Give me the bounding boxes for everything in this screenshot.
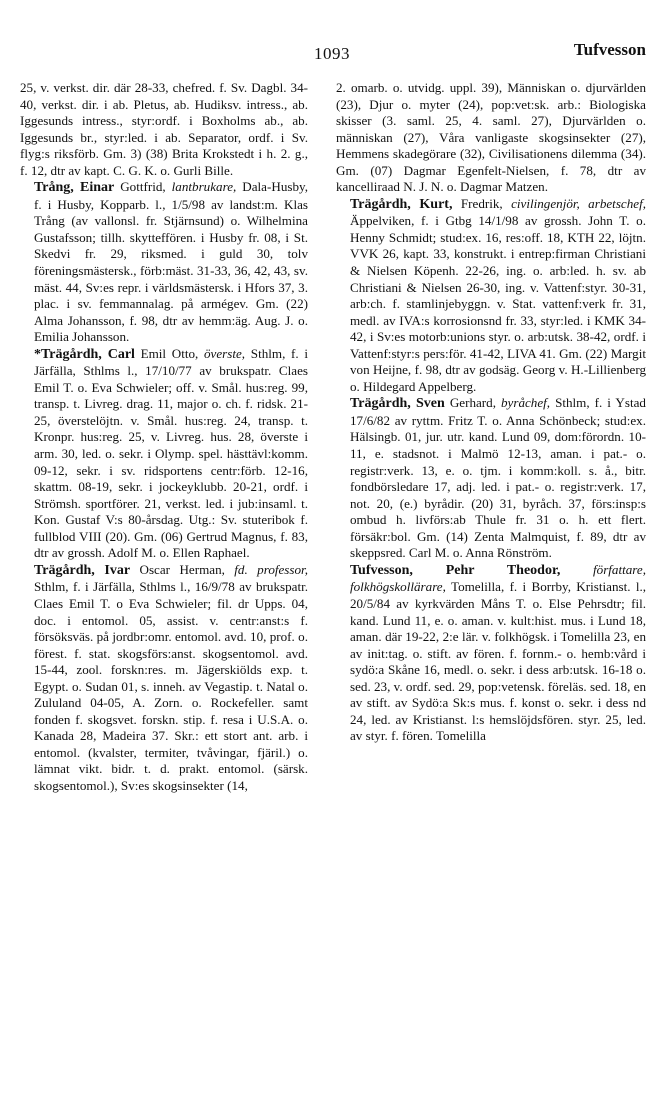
entry-title: författare, folkhögskollärare, (350, 561, 646, 595)
entry-name: Trägårdh, Ivar (34, 562, 131, 578)
page-number: 1093 (314, 44, 350, 63)
running-head: Tufvesson (573, 40, 646, 59)
entry-name: Trägårdh, Sven (350, 396, 445, 412)
right-column (336, 80, 646, 745)
entry-title: fd. professor, (234, 561, 308, 577)
entry-title: byråchef, (500, 395, 551, 411)
entry-trang-einar (20, 179, 308, 345)
entry-title: lantbrukare, (171, 179, 237, 195)
right-continuation: 2. omarb. o. utvidg. uppl. 39), Människan o. djurvärlden (23), Djur o. myter (24), pop:vet:sk. arb.: Biologiska skisser (3. saml. 25, 4. saml. 27), Djurvärlden o. människan (27), Våra vanligaste skogsinsekter (27), Hemmens skadegörare (32), Civilisationens dilemma (34). Gm. (07) Dagmar Egenfelt-Nielsen, f. 78, dtr av kancelliraad N. J. N. o. Dagmar Matzen. (336, 80, 646, 195)
entry-text: Tomelilla, f. i Borrby, Kristianst. l., 20/5/84 av kyrkvärden Måns T. o. Else Pehrsdtr; fil. kand. Lund 11, e. o. aman. v. kult:hist. mus. i Lund 18, aman. där 19-22, 2:e lär. v. folkhögsk. i Tomelilla 23, en av init:tag. o. stift. av fören. f. fornm.- o. hemb:vård i sydö:a Skåne 16, medl. o. sekr. i dess arb:utsk. 16-18 o. sed. 23, v. ordf. sed. 29, pop:vetensk. föreläs. sed. 18, en av stift. av Sydö:a Sk:s mus. f. konst o. sekr. i dess nd 24, led. av Kristianst. l:s hemslöjdsfören. styr. 25, led. av styr. f. fören. Tomelilla (350, 579, 647, 744)
entry-given: Oscar Herman, (139, 561, 225, 577)
entry-name: Trång, Einar (34, 180, 115, 196)
entry-text: Dala-Husby, f. i Husby, Kopparb. l., 1/5/98 av landst:m. Klas Trång (av vallonsl. fr. Stjärnsund) o. Wilhelmina Gustafsson; tillh. skytteffören. i Husby fr. 08, i St. Skedvi fr. 29, riksmed. i guld 30, tolv föreningsmästersk., förb:mäst. 31-33, 36, 42, 43, sv. mäst. 44, Sv:es repr. i världsmästersk. i Hfors 37, 3. plac. i sv. femmannalag. på armégev. Gm. (22) Alma Johansson, f. 98, dtr av hemm:äg. Aug. J. o. Emilia Johansson. (34, 179, 308, 345)
entry-given: Fredrik, (460, 195, 503, 211)
entry-text: Sthlm, f. i Järfälla, Sthlms l., 17/10/77 av brukspatr. Claes Emil T. o. Eva Schwieler; off. v. Smål. hus:reg. 99, transp. t. Livreg. drag. 11, major o. ch. f. ridsk. 21-25, överstelöjtn. v. Smål. hus:reg. 24, transp. t. Kronpr. hus:reg. 25, v. Livreg. hus. 28, överste i arm. 30, led. o. sekr. i Olymp. spel. hästtävl:komm. 09-12, sekr. i sv. ridsportens centr:förb. 12-16, skattm. 08-19, sekr. i jockeyklubb. 20-21, ordf. i Strömsh. sportförer. 21, verkst. led. i jub:insaml. t. Kon. Gustaf V:s 80-årsdag. Utg.: Sv. stuteribok f. fullblod VIII (20). Gm. (06) Gertrud Magnus, f. 83, dtr av grossh. Adolf M. o. Ellen Raphael. (34, 345, 308, 561)
entry-name: *Trägårdh, Carl (34, 346, 135, 362)
entry-given: Gottfrid, (120, 179, 166, 195)
entry-text: Äppelviken, f. i Gtbg 14/1/98 av grossh. John T. o. Henny Schmidt; stud:ex. 16, res:off. 18, KTH 22, löjtn. VVK 26, kapt. 33, konstrukt. i entrep:firman Christiani & Nielsen Köpenh. 22-26, ing. o. arb:led. h. sv. ab Christiani & Nielsen 26-30, ing. v. Vattenf:styr. 30-31, arb:ch. f. stamlinjebyggn. v. Stat. vattenf:verk fr. 31, medl. av IVA:s korrosionsnd fr. 33, styr:led. i KMK 34-42, i Sv:es motorb:unions styr. o. arb:utsk. 38-42, ordf. i Vattenf:styr:s pers:för. 41-42, LIVA 41. Gm. (22) Margit von Heijne, f. 98, dtr av godsäg. Georg v. H.-Lillienberg o. Hildegard Appelberg. (350, 213, 646, 394)
entry-title: civilingenjör, arbetschef, (511, 195, 647, 211)
entry-title: överste, (204, 345, 246, 361)
entry-given: Gerhard, (449, 395, 496, 411)
entry-name: Trägårdh, Kurt, (350, 196, 453, 212)
entry-text: Sthlm, f. i Järfälla, Sthlms l., 16/9/78 av brukspatr. Claes Emil T. o Eva Schwieler; fil. dr Upps. 04, doc. i entomol. 05, assist. v. centr:anst:s f. försöksväs. på jordbr:omr. entomol. avd. 10, prof. o. förest. f. stat. skogsförs:anst. skogsentomol. avd. 15-44, zool. forskn:res. m. Jägerskiölds exp. t. Egypt. o. Sudan 01, s. inneh. av Vegastip. t. Natal o. Zululand 04-05, A. Zorn. o. Rockefeller. samt fonden f. skogsvet. forskn. stip. f. resa i U.S.A. o. Kanada 28, Madeira 37. Skr.: ett stort ant. arb. i entomol. (kvalster, termiter, tvåvingar, fjäril.) o. lämnat vikt. bidr. t. d. prakt. entomol. (särsk. skogsentomol.), Sv:es skogsinsekter (14, (34, 579, 308, 793)
left-continuation: 25, v. verkst. dir. där 28-33, chefred. f. Sv. Dagbl. 34-40, verkst. dir. i ab. Pletus, ab. Hudiksv. intress., ab. Iggesunds intress., styr:ordf. i Boxholms ab., ab. Iggesunds br., styr:led. i ab. Separator, ordf. i Sv. flyg:s riksförb. Gm. 3) (38) Brita Krokstedt i h. 2. g., f. 12, dtr av kapt. C. G. K. o. Gurli Bille. (20, 80, 308, 178)
entry-tragardh-carl (20, 346, 308, 562)
left-column (20, 80, 308, 795)
entry-tufvesson-pehr (336, 562, 646, 745)
entry-name: Tufvesson, Pehr Theodor, (350, 562, 561, 578)
entry-tragardh-kurt (336, 196, 646, 396)
entry-tragardh-sven (336, 395, 646, 561)
entry-tragardh-ivar (20, 562, 308, 795)
entry-given: Emil Otto, (140, 345, 199, 361)
entry-text: Sthlm, f. i Ystad 17/6/82 av ryttm. Fritz T. o. Anna Schönbeck; stud:ex. Hälsingb. 01, jur. utr. kand. Lund 09, dom:förordn. 10-11, e. stadsnot. i Malmö 12-13, aman. i pat.- o. registr:verk. 13, e. o. tjm. i komm:koll. s. å., bitr. fondbörsledare 17, adj. led. i pat.- o. registr:verk. 17, not. 20, (e.) byrådir. (20) 31, byråch. 37, förs:insp:s ombud h. livförs:ab Thule fr. 31 o. h. ett flert. försäkr:bol. Gm. (14) Zenta Malmquist, f. 89, dtr av skeppsred. Carl M. o. Anna Rönström. (350, 395, 646, 561)
